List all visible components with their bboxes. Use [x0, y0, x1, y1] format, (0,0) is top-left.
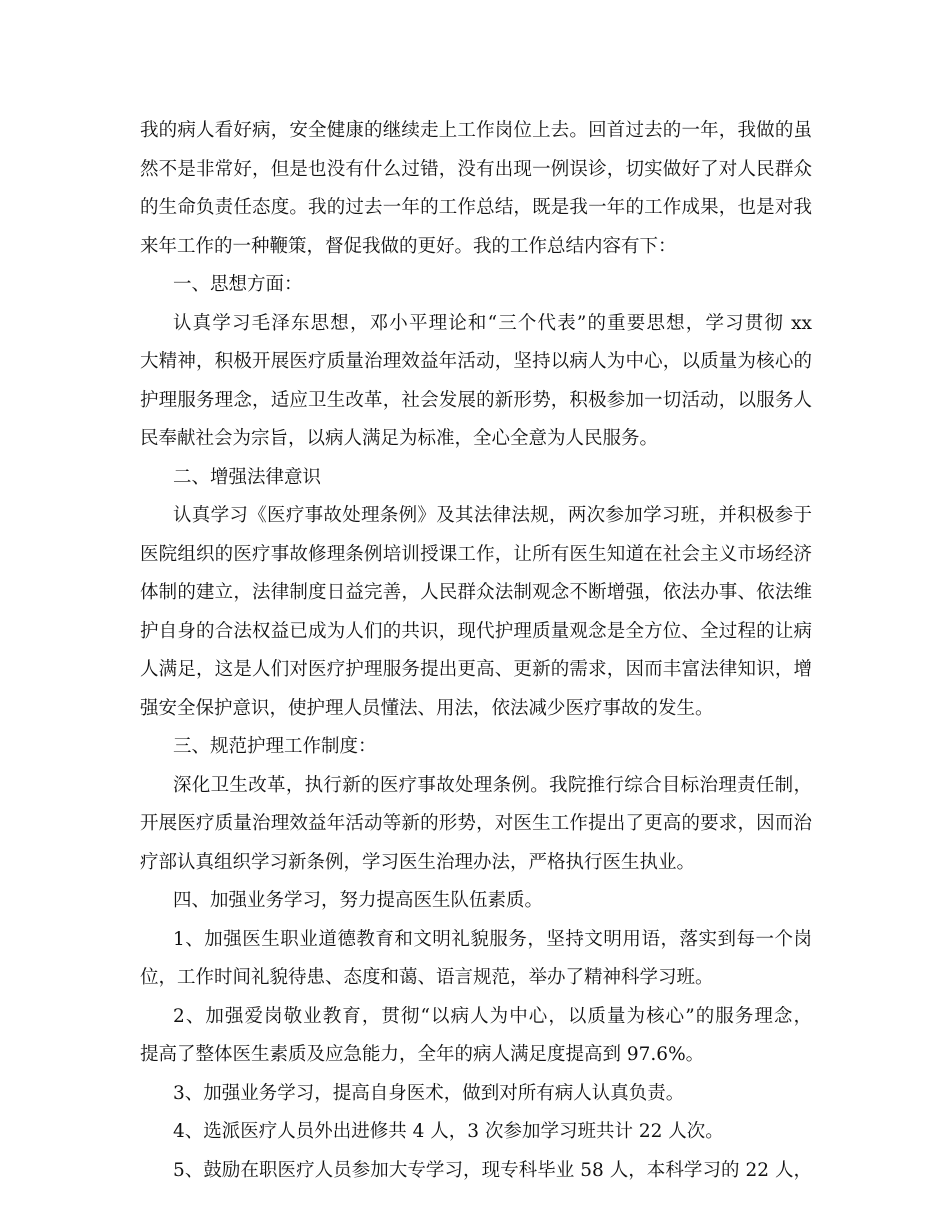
text-line: 深化卫生改革，执行新的医疗事故处理条例。我院推行综合目标治理责任制，: [173, 774, 812, 796]
text-line: 认真学习《医疗事故处理条例》及其法律法规，两次参加学习班，并积极参于: [173, 505, 812, 526]
text-line: 医院组织的医疗事故修理条例培训授课工作，让所有医生知道在社会主义市场经济: [140, 543, 812, 565]
text-line: 二、增强法律意识: [173, 466, 322, 488]
text-line: 位，工作时间礼貌待患、态度和蔼、语言规范，举办了精神科学习班。: [140, 967, 714, 988]
text-line: 强安全保护意识，使护理人员懂法、用法，依法减少医疗事故的发生。: [140, 697, 714, 719]
text-line: 开展医疗质量治理效益年活动等新的形势，对医生工作提出了更高的要求，因而治: [140, 813, 812, 834]
document-body: [140, 112, 812, 1190]
text-line: 民奉献社会为宗旨，以病人满足为标准，全心全意为人民服务。: [140, 428, 659, 449]
text-line: 一、思想方面：: [173, 274, 303, 295]
text-line: 人满足，这是人们对医疗护理服务提出更高、更新的需求，因而丰富法律知识，增: [140, 659, 812, 680]
text-line: 我的病人看好病，安全健康的继续走上工作岗位上去。回首过去的一年，我做的虽: [140, 120, 812, 141]
text-line: 来年工作的一种鞭策，督促我做的更好。我的工作总结内容有下：: [140, 235, 677, 257]
text-line: 三、规范护理工作制度：: [173, 736, 377, 757]
text-line: 3、加强业务学习，提高自身医术，做到对所有病人认真负责。: [173, 1082, 685, 1104]
text-line: 认真学习毛泽东思想，邓小平理论和“三个代表”的重要思想，学习贯彻 xx: [173, 312, 812, 334]
text-line: 护自身的合法权益已成为人们的共识，现代护理质量观念是全方位、全过程的让病: [140, 620, 812, 642]
text-line: 4、选派医疗人员外出进修共 4 人，3 次参加学习班共计 22 人次。: [173, 1121, 724, 1142]
text-line: 大精神，积极开展医疗质量治理效益年活动，坚持以病人为中心，以质量为核心的: [140, 351, 812, 372]
text-line: 体制的建立，法律制度日益完善，人民群众法制观念不断增强，依法办事、依法维: [140, 582, 812, 603]
text-line: 护理服务理念，适应卫生改革，社会发展的新形势，积极参加一切活动，以服务人: [140, 389, 812, 411]
text-line: 5、鼓励在职医疗人员参加大专学习，现专科毕业 58 人，本科学习的 22 人，: [173, 1159, 812, 1181]
text-line: 然不是非常好，但是也没有什么过错，没有出现一例误诊，切实做好了对人民群众: [140, 158, 812, 180]
text-line: 1、加强医生职业道德教育和文明礼貌服务，坚持文明用语，落实到每一个岗: [173, 928, 812, 950]
text-line: 提高了整体医生素质及应急能力，全年的病人满足度提高到 97.6%。: [140, 1044, 705, 1065]
text-line: 四、加强业务学习，努力提高医生队伍素质。: [173, 890, 544, 911]
text-line: 2、加强爱岗敬业教育，贯彻“以病人为中心，以质量为核心”的服务理念，: [173, 1005, 812, 1027]
text-line: 的生命负责任态度。我的过去一年的工作总结，既是我一年的工作成果，也是对我: [140, 197, 812, 218]
text-line: 疗部认真组织学习新条例，学习医生治理办法，严格执行医生执业。: [140, 851, 696, 873]
